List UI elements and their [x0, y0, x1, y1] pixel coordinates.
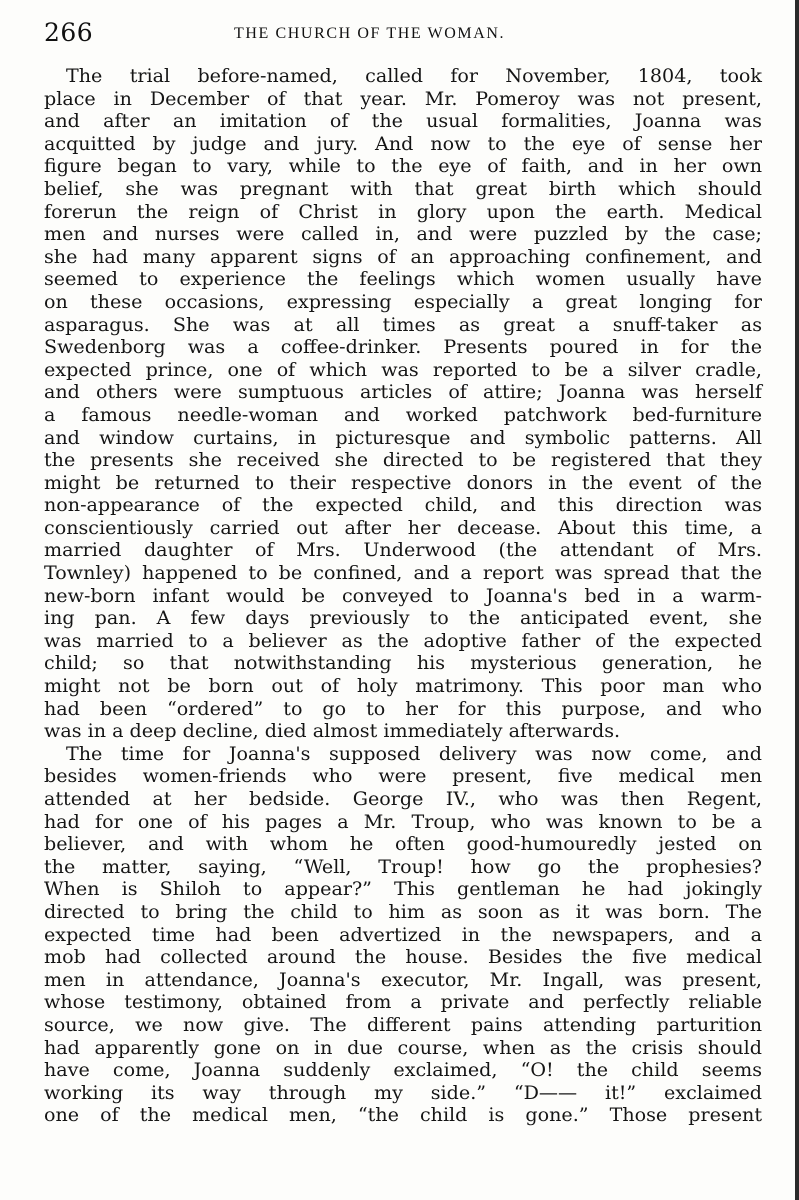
text-line: figure began to vary, while to the eye of faith, and in her own — [44, 154, 762, 178]
text-line: might be returned to their respective donors in the event of the — [44, 470, 762, 494]
page-header — [44, 18, 762, 48]
text-line: non-appearance of the expected child, and this direction was — [44, 493, 762, 517]
text-line: had been “ordered” to go to her for this purpose, and who — [44, 696, 762, 720]
page-number: 266 — [44, 18, 94, 47]
text-line: acquitted by judge and jury. And now to the eye of sense her — [44, 131, 762, 155]
text-line: ing pan. A few days previously to the anticipated event, she — [44, 606, 762, 630]
text-line: was in a deep decline, died almost immediately afterwards. — [44, 719, 621, 743]
body-text — [44, 65, 762, 1127]
text-line: she had many apparent signs of an approaching confinement, and — [44, 244, 762, 268]
text-line: Townley) happened to be confined, and a report was spread that the — [44, 561, 762, 585]
text-line: one of the medical men, “the child is gone.” Those present — [44, 1103, 762, 1127]
text-line: The trial before-named, called for November, 1804, took — [66, 64, 762, 87]
text-line: had for one of his pages a Mr. Troup, who was known to be a — [44, 809, 762, 833]
text-line: and window curtains, in picturesque and symbolic patterns. All — [44, 425, 762, 449]
text-line: belief, she was pregnant with that great birth which should — [44, 176, 762, 200]
text-line: place in December of that year. Mr. Pomeroy was not present, — [44, 86, 762, 110]
text-line: was married to a believer as the adoptive father of the expected — [44, 628, 762, 652]
text-line: the presents she received she directed to be registered that they — [44, 448, 762, 472]
text-line: might not be born out of holy matrimony. This poor man who — [44, 674, 762, 698]
text-line: on these occasions, expressing especially a great longing for — [44, 289, 762, 313]
text-line: conscientiously carried out after her decease. About this time, a — [44, 515, 762, 539]
text-line: seemed to experience the feelings which women usually have — [44, 267, 762, 291]
text-line: When is Shiloh to appear?” This gentleman he had jokingly — [44, 877, 762, 901]
text-line: and others were sumptuous articles of attire; Joanna was herself — [44, 380, 762, 404]
text-line: new-born infant would be conveyed to Joanna's bed in a warm- — [44, 583, 762, 607]
text-line: attended at her bedside. George IV., who was then Regent, — [44, 787, 762, 810]
text-line: whose testimony, obtained from a private and perfectly reliable — [44, 990, 762, 1014]
text-line: married daughter of Mrs. Underwood (the attendant of Mrs. — [44, 538, 762, 562]
text-line: and after an imitation of the usual formalities, Joanna was — [44, 109, 762, 133]
text-line: had apparently gone on in due course, when as the crisis should — [44, 1035, 762, 1059]
running-title: THE CHURCH OF THE WOMAN. — [234, 25, 506, 42]
text-line: asparagus. She was at all times as great a snuff-taker as — [44, 312, 762, 336]
text-line: source, we now give. The different pains attending parturition — [44, 1012, 762, 1036]
text-line: Swedenborg was a coffee-drinker. Presents poured in for the — [44, 335, 762, 359]
text-line: forerun the reign of Christ in glory upon the earth. Medical — [44, 199, 762, 223]
text-line: believer, and with whom he often good-humouredly jested on — [44, 832, 762, 856]
text-line: men in attendance, Joanna's executor, Mr. Ingall, was present, — [44, 967, 762, 991]
text-line: a famous needle-woman and worked patchwork bed-furniture — [44, 402, 762, 426]
text-line: mob had collected around the house. Besides the five medical — [44, 945, 762, 969]
page-binding-edge — [795, 0, 799, 1200]
text-line: child; so that notwithstanding his mysterious generation, he — [44, 651, 762, 675]
text-line: besides women-friends who were present, five medical men — [44, 764, 762, 788]
text-line: directed to bring the child to him as soon as it was born. The — [44, 899, 762, 923]
text-line: have come, Joanna suddenly exclaimed, “O! the child seems — [44, 1058, 762, 1082]
text-line: men and nurses were called in, and were puzzled by the case; — [44, 222, 762, 246]
text-line: working its way through my side.” “D—— it!” exclaimed — [44, 1080, 762, 1104]
text-line: the matter, saying, “Well, Troup! how go the prophesies? — [44, 854, 762, 878]
text-line: expected time had been advertized in the newspapers, and a — [44, 922, 762, 946]
text-line: The time for Joanna's supposed delivery was now come, and — [66, 741, 762, 765]
text-line: expected prince, one of which was reported to be a silver cradle, — [44, 357, 762, 381]
